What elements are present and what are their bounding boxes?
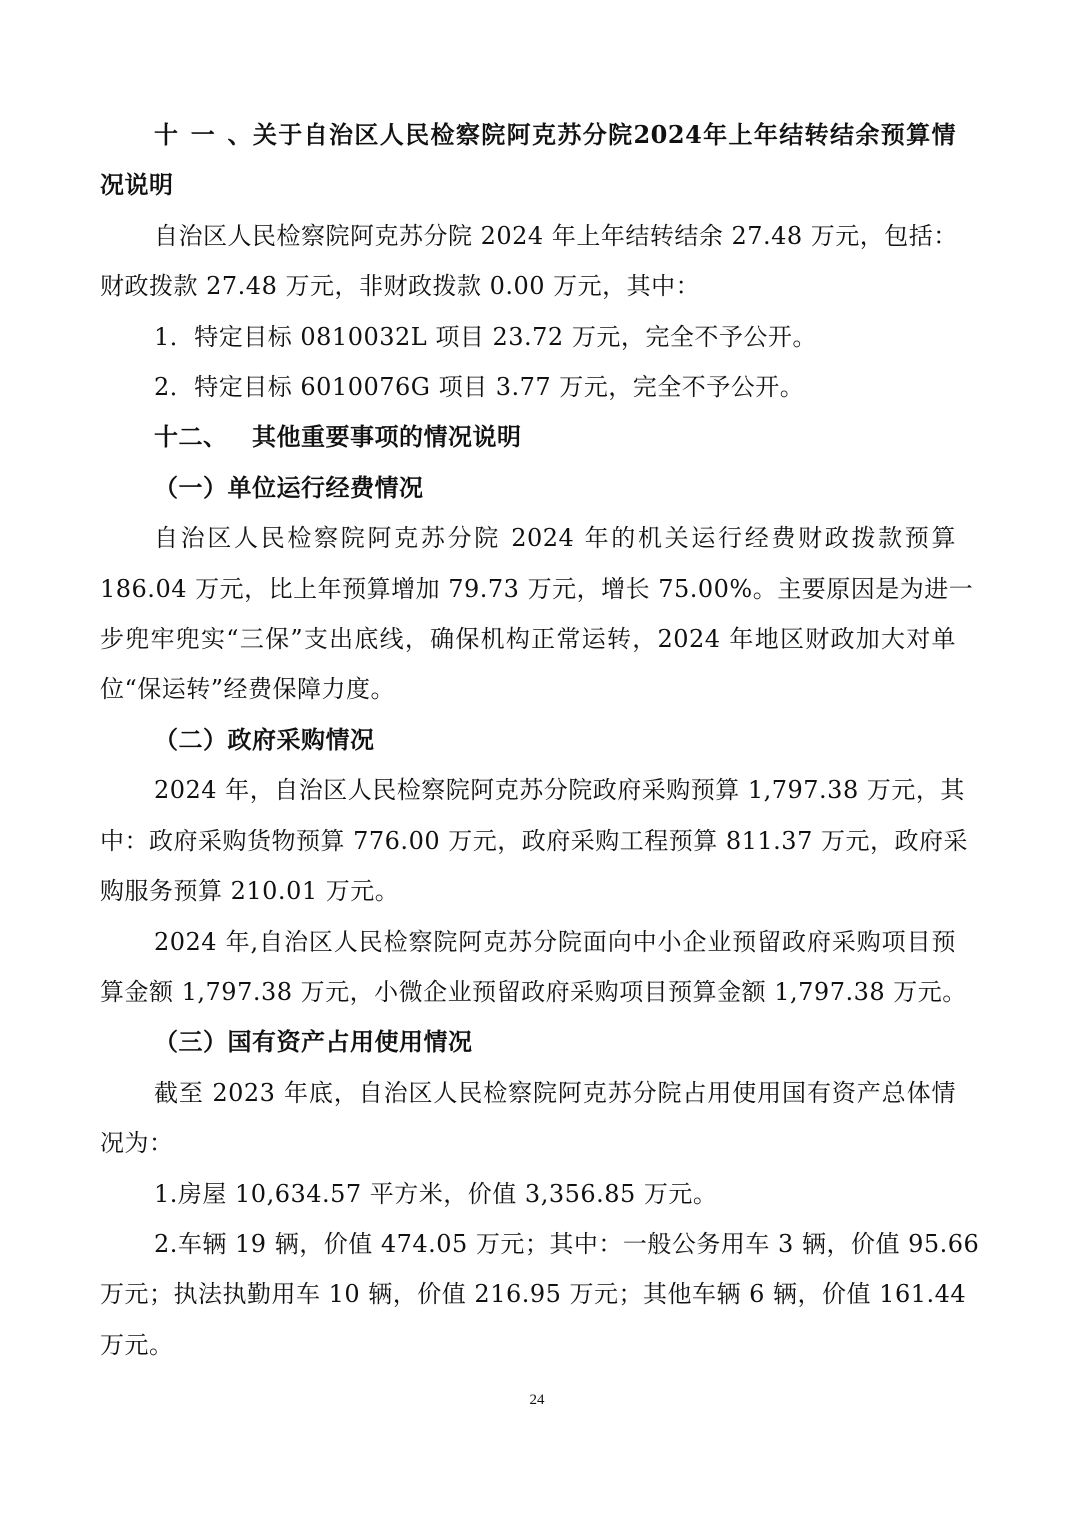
section-11-item-1: 1．特定目标 0810032L 项目 23.72 万元，完全不予公开。: [154, 322, 817, 351]
subsection-1-line: 186.04 万元，比上年预算增加 79.73 万元，增长 75.00%。主要原因是为进一: [100, 574, 974, 603]
subsection-3-p1-line: 况为：: [100, 1129, 174, 1158]
section-12-number: 十二、: [154, 422, 228, 452]
section-12-title: 其他重要事项的情况说明: [252, 422, 522, 452]
subsection-2-p1-line: 2024 年，自治区人民检察院阿克苏分院政府采购预算 1,797.38 万元，其: [154, 776, 965, 805]
subsection-2-p1-line: 中：政府采购货物预算 776.00 万元，政府采购工程预算 811.37 万元，政府采: [100, 826, 968, 855]
section-11-paragraph-line: 自治区人民检察院阿克苏分院 2024 年上年结转结余 27.48 万元，包括：: [154, 221, 958, 250]
subsection-2-p2-line: 2024 年,自治区人民检察院阿克苏分院面向中小企业预留政府采购项目预: [154, 927, 956, 956]
subsection-2-p1-line: 购服务预算 210.01 万元。: [100, 877, 400, 906]
subsection-2-title: （二）政府采购情况: [154, 724, 375, 754]
section-11-title-line1: 关于自治区人民检察院阿克苏分院2024年上年结转结余预算情: [252, 120, 956, 149]
subsection-1-line: 自治区人民检察院阿克苏分院 2024 年的机关运行经费财政拨款预算: [154, 524, 956, 553]
subsection-3-item-2-line: 万元。: [100, 1330, 174, 1359]
subsection-3-title: （三）国有资产占用使用情况: [154, 1027, 473, 1057]
subsection-1-line: 位“保运转”经费保障力度。: [100, 675, 396, 704]
subsection-1-title: （一）单位运行经费情况: [154, 472, 424, 502]
section-11-heading-cont: [100, 160, 956, 210]
subsection-1-line: 步兜牢兜实“三保”支出底线，确保机构正常运转，2024 年地区财政加大对单: [100, 625, 956, 654]
subsection-3-item-2-line: 2.车辆 19 辆，价值 474.05 万元；其中：一般公务用车 3 辆，价值 95.66: [154, 1229, 980, 1258]
section-11-paragraph-line: 财政拨款 27.48 万元，非财政拨款 0.00 万元，其中：: [100, 272, 701, 301]
section-11-title-line2: 况说明: [100, 170, 174, 200]
subsection-3-item-2-line: 万元；执法执勤用车 10 辆，价值 216.95 万元；其他车辆 6 辆，价值 161.44: [100, 1280, 967, 1309]
subsection-2-p2-line: 算金额 1,797.38 万元，小微企业预留政府采购项目预算金额 1,797.38 万元。: [100, 977, 967, 1006]
section-12-heading: [100, 412, 956, 462]
subsection-3-p1-line: 截至 2023 年底，自治区人民检察院阿克苏分院占用使用国有资产总体情: [154, 1078, 956, 1107]
page-number: 24: [529, 1392, 545, 1408]
subsection-3-item-1: 1.房屋 10,634.57 平方米，价值 3,356.85 万元。: [154, 1179, 718, 1208]
section-11-item-2: 2．特定目标 6010076G 项目 3.77 万元，完全不予公开。: [154, 373, 805, 402]
section-11-heading: [100, 110, 956, 160]
section-11-number: 十一、: [154, 120, 252, 149]
document-body: [100, 110, 980, 1370]
